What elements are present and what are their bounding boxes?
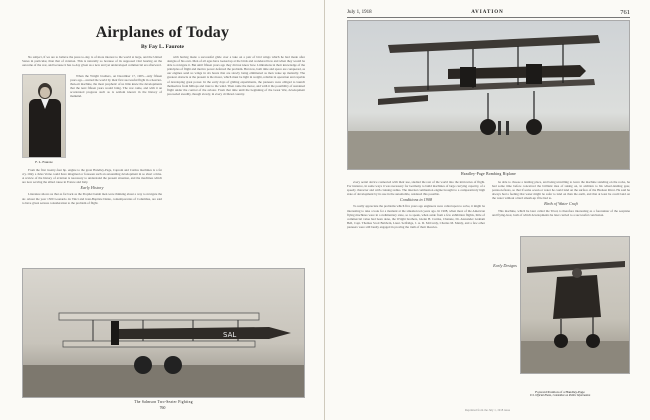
left-column-a3-text: Literature shows us that as far back as the Prophet Isaiah men were thinking about a way to navigate the air. About the year 1500 Leonardo da Vinci and Jean-Baptiste Dante, contemporaries of Columbus, are said to have given serious consideration to the problem of flight. [22, 192, 162, 205]
salmson-photo [22, 268, 305, 398]
ground [348, 131, 630, 170]
running-title: AVIATION [471, 10, 504, 15]
author-portrait [22, 74, 66, 158]
right-column-b-text: be able to choose a landing place, and being unwilling to leave the machine standing on the rocks, he had some time before conceived the brilliant idea of taking on, in addition to his wheel-landing gear, pontoon-floats, so that if some ocean or water he could land on the surface of the Hudson River. He said he always had a feeling that water might be safer to land on than the earth, and that at least he could land on the water without a hard smash-up if he had to. [492, 180, 630, 201]
ground-figure [506, 121, 509, 135]
fuselage [119, 327, 291, 339]
footer-note: Reprinted from the July 1, 1918 issue [464, 408, 511, 412]
handley-page-caption: Handley-Page Bombing Biplane [460, 172, 517, 176]
wheel [554, 334, 568, 348]
portrait-face [40, 87, 50, 98]
intro-text: No subject, if we are to believe the press to-day, is of more interest to the world at large, and the United States in particular, than that of aviation. This is naturally so because of its supposed vital bearing on the outcome of the war, and because it has to-day given us a new and yet undeveloped commercial era afterward. [22, 55, 162, 68]
left-column-a2-text: From the first twenty-four hp. engine to the great Handley-Page, Caproni and Curtiss machines is a far cry. Only a Jules Verne could have imagined or foreseen such an astounding development in so short a time. A review of the history of aviation is necessary to understand the present situation, and the machines which are now serving the allied cause in France and Italy. [22, 168, 162, 185]
tail [378, 95, 428, 105]
left-column-a [70, 74, 162, 158]
left-column-b [167, 55, 305, 264]
salmson-caption: The Salmson Two-Seater Fighting [134, 400, 193, 404]
wheel [586, 334, 600, 348]
plane-marking: SAL [223, 331, 237, 339]
left-column-b-text: with having made a successful glide over a lake on a pair of bird wings which he had made after designs of his own. Men of all ages have looked up at the birds and wondered how and when they would be able to navigate it. But until fifteen years ago they did not know how. Limitations in their knowledge of the principles of flight and motive power deferred the problem. But now, both time and space are conquered, as our engines send us wings in six hours that are slowly being eliminated as men wake up mentally. The greatest obstacle at the present is the motor, which must be light in weight, reliable in operation and capable of developing great power. In the early days of gliding experiments, the pioneers were obliged to launch themselves from hilltops and trust to the wind. Then came the motor, and with it the possibility of sustained flight under the control of the aviator. From that time until the beginning of the Great War, development proceeded steadily, though slowly, in every civilized country. [167, 55, 305, 96]
right-column-b3 [492, 262, 518, 377]
nose [553, 275, 601, 319]
upper-wing [59, 313, 259, 320]
right-column-a [347, 180, 485, 395]
early-history-heading: Early History [80, 185, 104, 191]
article-title: Airplanes of Today [95, 24, 230, 41]
forward-position-caption-text: Forward Position of a Handley-Page [535, 390, 585, 394]
portrait-caption: F. L. Faurote [35, 160, 53, 164]
wheel [526, 119, 542, 135]
running-date: July 1, 1918 [347, 10, 372, 15]
birth-of-water-craft-heading: Birth of Water Craft [544, 201, 578, 207]
left-column-a-text: When the Wright brothers, on December 17, 1903—only fifteen years ago—started the world by their first successful flight in a heavier-than-air machine, the most prophetic of us little knew the developments that the next fifteen years would bring. The war came, and with it an accelerated progress such as is seldom known in the history of mankind. [70, 74, 162, 99]
right-column-b2-text: This machine, which he later called the Triad, is therefore interesting as a forerunner of the seaplane and flying-boat, both of which developments he later carried to a successful conclusion. [492, 208, 630, 217]
header-rule [347, 17, 630, 18]
upper-wing [388, 35, 600, 53]
ground [521, 341, 630, 374]
propeller [111, 321, 119, 345]
forward-position-illustration [521, 237, 630, 374]
engine [460, 67, 476, 87]
article-byline: By Fay L. Faurote [141, 44, 184, 50]
right-page [325, 0, 650, 420]
forward-position-photo [520, 236, 630, 374]
right-column-a-text: every aerial device connected with their use, studied the rest of the world into the intricacies of flight. For instance, in some ways it was necessary for Germany to build machines of large carrying capacity, of a speedy character and with cruising radius. The internal combustion engine brought to a comparatively high state of development by its use in the automobile, rendered this possible. [347, 180, 485, 197]
ground [23, 365, 305, 398]
early-designs-heading: Early Designs [493, 263, 517, 268]
left-column-a2 [22, 168, 162, 264]
photo-credit: U.S. Official Photo, Committee on Public Information [529, 394, 591, 397]
right-page-number: 761 [620, 9, 630, 16]
forward-position-caption [485, 390, 635, 397]
lower-wing [394, 79, 595, 93]
wheel [164, 356, 182, 374]
ground-figure [498, 121, 501, 135]
lower-wing [63, 341, 255, 347]
conditions-heading: Conditions in 1908 [399, 197, 433, 203]
handley-page-illustration [348, 21, 630, 170]
salmson-biplane-illustration [23, 269, 305, 398]
intro-paragraph [22, 55, 162, 74]
left-page-number: 760 [159, 406, 166, 410]
engine [526, 64, 542, 84]
handley-page-photo [347, 20, 630, 170]
gunner [572, 268, 582, 278]
wheel [480, 119, 496, 135]
wheel [134, 356, 152, 374]
right-column-a2-text: To really appreciate the problems which five years ago engineers were called upon to solve, it might be interesting to take a look for a moment at the situation ten years ago. In 1908, when most of the American flying machines were in a rudimentary state, so to speak, when aside from a few exhibition flights, little of commercial value had been done, the Wright brothers, Glenn H. Curtiss, Chanute, Dr. Alexander Graham Bell, Capt. Thomas Scott Baldwin, Lieut. Selfridge, J. A. D. McCurdy, Charles M. Manly, and a few other pioneers were still busily engaged in proving the truth of their theories. [347, 204, 485, 229]
